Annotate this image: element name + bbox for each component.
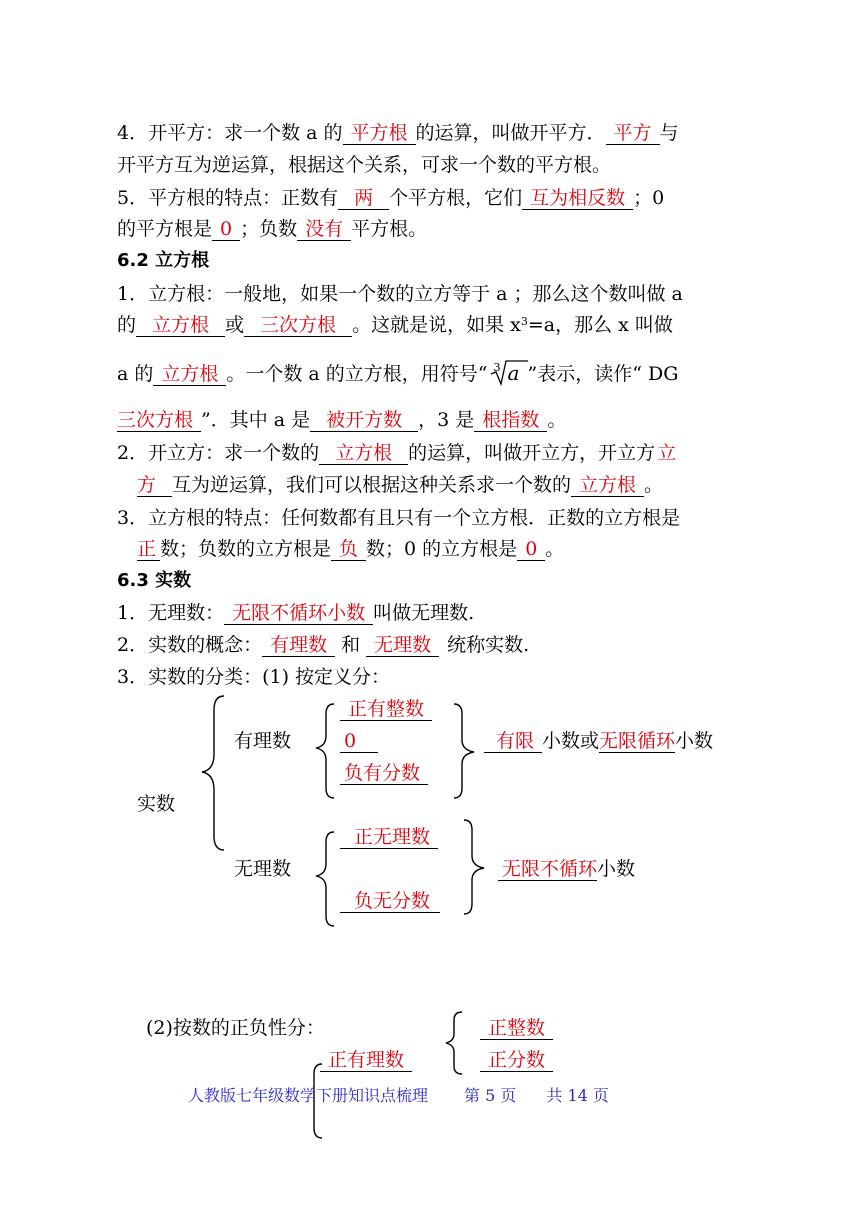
- brace-rational-right: [448, 702, 482, 802]
- blank-fang: 方: [137, 475, 172, 497]
- blank-zero: 0: [212, 219, 240, 241]
- s5-line2: 的平方根是 0 ；负数 没有 平方根。: [117, 218, 428, 240]
- footer-page: 第 5 页: [464, 1086, 517, 1105]
- tree1-r3: 负有分数: [340, 761, 428, 785]
- brace-positive-rational: [440, 1010, 470, 1076]
- brace-irrational-right: [458, 818, 492, 918]
- blank-wulishu: 无理数: [366, 635, 439, 657]
- cube3-line1: 3．立方根的特点：任何数都有且只有一个立方根．正数的立方根是: [117, 507, 681, 529]
- section-heading-6-2: 6.2 立方根: [117, 250, 210, 271]
- blank-lifanggen-3: 立方根: [319, 443, 408, 465]
- tree1-root: 实数: [137, 793, 176, 815]
- cube1-line3: a 的 立方根 。一个数 a 的立方根，用符号“ 3 a ”表示，读作“ DG: [117, 361, 679, 385]
- blank-sancifanggen: 三次方根: [244, 315, 352, 337]
- blank-fu: 负: [331, 539, 366, 561]
- tree1-irrational-result: 无限不循环小数: [498, 857, 635, 881]
- tree2-label: (2)按数的正负性分：: [146, 1017, 325, 1039]
- tree1-rational: 有理数: [234, 730, 292, 752]
- footer: [188, 1084, 609, 1108]
- blank-sancifanggen-2: 三次方根: [117, 410, 201, 432]
- blank-lifanggen: 立方根: [136, 315, 225, 337]
- tree1-i2: 负无分数: [340, 889, 440, 913]
- blank-lifanggen-4: 立方根: [571, 475, 644, 497]
- tree2-mid: 正有理数: [320, 1048, 412, 1072]
- s4-line1: 4．开平方：求一个数 a 的 平方根 的运算，叫做开平方． 平方 与: [117, 122, 679, 144]
- blank-youlishu: 有理数: [262, 635, 335, 657]
- blank-huweixiangfanshu: 互为相反数: [522, 188, 633, 210]
- blank-meiyou: 没有: [297, 219, 351, 241]
- real3-line: 3．实数的分类：(1) 按定义分：: [117, 666, 391, 688]
- blank-zheng: 正: [137, 539, 160, 561]
- blank-zero-2: 0: [517, 539, 545, 561]
- footer-title: 人教版七年级数学下册知识点梳理: [188, 1086, 429, 1105]
- tree1-i1: 正无理数: [340, 825, 438, 849]
- blank-li: 立: [657, 442, 677, 464]
- cube2-line1: 2．开立方：求一个数的 立方根 的运算，叫做开立方，开立方 立: [117, 442, 677, 464]
- tree2-r1: 正整数: [480, 1016, 553, 1040]
- footer-total: 共 14 页: [546, 1086, 609, 1105]
- real2-line: 2．实数的概念： 有理数 和 无理数 统称实数.: [117, 634, 530, 656]
- brace-irrational-left: [310, 830, 340, 930]
- cube1-line4: 三次方根 ”．其中 a 是 被开方数 ，3 是 根指数 。: [117, 409, 567, 431]
- tree1-irrational: 无理数: [234, 858, 292, 880]
- tree1-r1: 正有整数: [340, 697, 432, 721]
- s4-line2: 开平方互为逆运算，根据这个关系，可求一个数的平方根。: [117, 154, 612, 176]
- cube1-line2: 的 立方根 或 三次方根 。这就是说，如果 $x^3=a$，那么 x 叫做: [117, 314, 673, 336]
- blank-liang: 两: [338, 188, 389, 210]
- tree2-r2: 正分数: [480, 1048, 553, 1072]
- blank-pingfang: 平方: [606, 123, 660, 145]
- tree1-rational-result: 有限 小数或无限循环小数: [484, 729, 713, 753]
- cube2-line2: 方 互为逆运算，我们可以根据这种关系求一个数的 立方根 。: [137, 474, 664, 496]
- blank-wuxianbuxunhuanxiaoshu: 无限不循环小数: [224, 603, 373, 625]
- cube1-line1: 1．立方根：一般地，如果一个数的立方等于 a ；那么这个数叫做 a: [117, 283, 683, 305]
- blank-beikaifangshu: 被开方数: [310, 410, 418, 432]
- s5-line1: 5．平方根的特点：正数有 两 个平方根，它们 互为相反数 ；0: [117, 187, 665, 209]
- cube3-line2: 正 数；负数的立方根是 负 数；0 的立方根是 0 。: [137, 538, 565, 560]
- blank-pingfanggen: 平方根: [343, 123, 416, 145]
- tree1-r2: 0: [340, 729, 378, 753]
- section-heading-6-3: 6.3 实数: [117, 570, 192, 591]
- cube-root-symbol: 3 a: [488, 360, 528, 386]
- brace-rational-left: [310, 702, 340, 802]
- real1-line: 1．无理数： 无限不循环小数 叫做无理数.: [117, 602, 475, 624]
- blank-lifanggen-2: 立方根: [153, 364, 226, 386]
- brace-real: [198, 694, 238, 854]
- blank-genzhishu: 根指数: [474, 410, 547, 432]
